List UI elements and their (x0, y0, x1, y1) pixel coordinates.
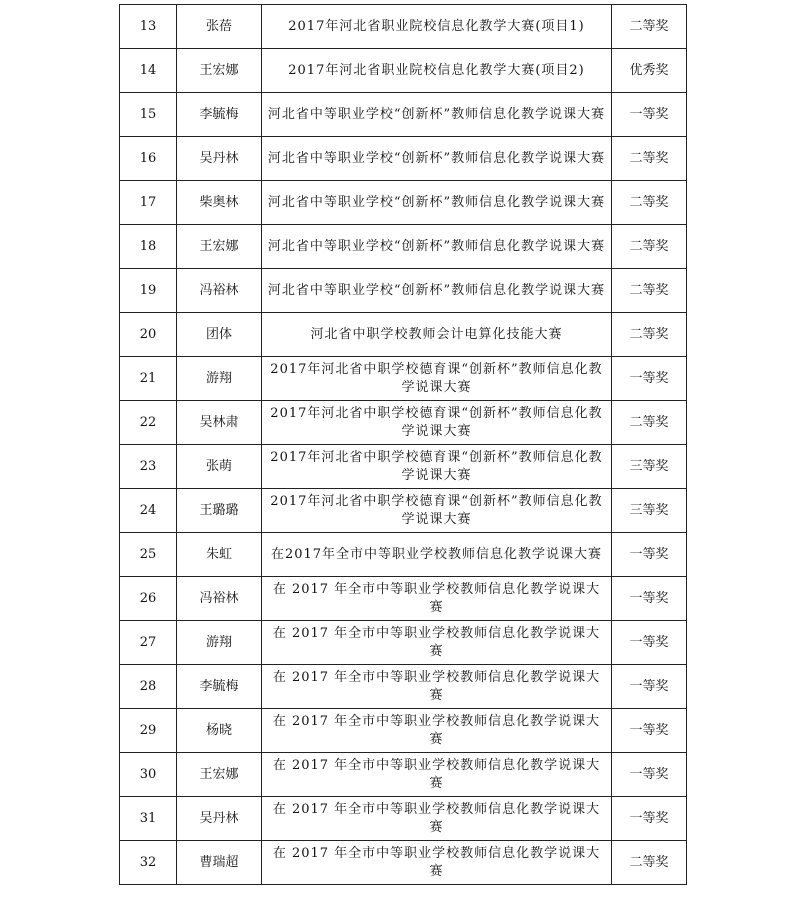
row-number: 26 (120, 577, 177, 621)
row-number: 22 (120, 401, 177, 445)
row-number: 18 (120, 225, 177, 269)
competition-name: 河北省中等职业学校“创新杯”教师信息化教学说课大赛 (262, 225, 612, 269)
competition-name: 河北省中等职业学校“创新杯”教师信息化教学说课大赛 (262, 181, 612, 225)
winner-name: 柴奥林 (177, 181, 262, 225)
award-level: 三等奖 (612, 445, 687, 489)
winner-name: 游翔 (177, 621, 262, 665)
row-number: 15 (120, 93, 177, 137)
winner-name: 游翔 (177, 357, 262, 401)
table-row (120, 665, 687, 709)
award-level: 一等奖 (612, 533, 687, 577)
competition-name: 在 2017 年全市中等职业学校教师信息化教学说课大赛 (262, 577, 612, 621)
competition-name: 河北省中职学校教师会计电算化技能大赛 (262, 313, 612, 357)
row-number: 17 (120, 181, 177, 225)
winner-name: 团体 (177, 313, 262, 357)
competition-name: 在2017年全市中等职业学校教师信息化教学说课大赛 (262, 533, 612, 577)
winner-name: 冯裕林 (177, 269, 262, 313)
competition-name: 在 2017 年全市中等职业学校教师信息化教学说课大赛 (262, 709, 612, 753)
row-number: 28 (120, 665, 177, 709)
award-level: 一等奖 (612, 709, 687, 753)
table-row (120, 401, 687, 445)
competition-name: 河北省中等职业学校“创新杯”教师信息化教学说课大赛 (262, 93, 612, 137)
table-row (120, 489, 687, 533)
award-level: 一等奖 (612, 753, 687, 797)
winner-name: 杨晓 (177, 709, 262, 753)
award-level: 二等奖 (612, 401, 687, 445)
table-row (120, 313, 687, 357)
row-number: 24 (120, 489, 177, 533)
winner-name: 吴林肃 (177, 401, 262, 445)
row-number: 16 (120, 137, 177, 181)
row-number: 21 (120, 357, 177, 401)
award-level: 二等奖 (612, 5, 687, 49)
competition-name: 河北省中等职业学校“创新杯”教师信息化教学说课大赛 (262, 137, 612, 181)
table-row (120, 445, 687, 489)
table-row (120, 225, 687, 269)
row-number: 14 (120, 49, 177, 93)
awards-table (119, 4, 687, 885)
competition-name: 在 2017 年全市中等职业学校教师信息化教学说课大赛 (262, 621, 612, 665)
award-level: 二等奖 (612, 269, 687, 313)
competition-name: 2017年河北省中职学校德育课“创新杯”教师信息化教学说课大赛 (262, 357, 612, 401)
row-number: 29 (120, 709, 177, 753)
competition-name: 在 2017 年全市中等职业学校教师信息化教学说课大赛 (262, 797, 612, 841)
winner-name: 王宏娜 (177, 225, 262, 269)
table-row (120, 841, 687, 885)
winner-name: 王璐璐 (177, 489, 262, 533)
table-row (120, 577, 687, 621)
competition-name: 2017年河北省中职学校德育课“创新杯”教师信息化教学说课大赛 (262, 489, 612, 533)
table-row (120, 533, 687, 577)
table-row (120, 181, 687, 225)
award-level: 一等奖 (612, 93, 687, 137)
winner-name: 吴丹林 (177, 797, 262, 841)
award-level: 一等奖 (612, 357, 687, 401)
award-level: 三等奖 (612, 489, 687, 533)
winner-name: 王宏娜 (177, 49, 262, 93)
winner-name: 朱虹 (177, 533, 262, 577)
row-number: 27 (120, 621, 177, 665)
winner-name: 曹瑞超 (177, 841, 262, 885)
table-row (120, 49, 687, 93)
table-row (120, 357, 687, 401)
table-row (120, 137, 687, 181)
row-number: 25 (120, 533, 177, 577)
award-level: 二等奖 (612, 313, 687, 357)
competition-name: 2017年河北省中职学校德育课“创新杯”教师信息化教学说课大赛 (262, 445, 612, 489)
competition-name: 在 2017 年全市中等职业学校教师信息化教学说课大赛 (262, 665, 612, 709)
winner-name: 李毓梅 (177, 93, 262, 137)
competition-name: 在 2017 年全市中等职业学校教师信息化教学说课大赛 (262, 841, 612, 885)
row-number: 30 (120, 753, 177, 797)
table-row (120, 753, 687, 797)
competition-name: 2017年河北省职业院校信息化教学大赛(项目2) (262, 49, 612, 93)
award-level: 一等奖 (612, 665, 687, 709)
row-number: 19 (120, 269, 177, 313)
award-level: 一等奖 (612, 621, 687, 665)
table-row (120, 93, 687, 137)
award-level: 二等奖 (612, 181, 687, 225)
row-number: 31 (120, 797, 177, 841)
award-level: 二等奖 (612, 137, 687, 181)
awards-table-body (120, 5, 687, 885)
winner-name: 李毓梅 (177, 665, 262, 709)
row-number: 32 (120, 841, 177, 885)
competition-name: 在 2017 年全市中等职业学校教师信息化教学说课大赛 (262, 753, 612, 797)
table-row (120, 269, 687, 313)
table-row (120, 5, 687, 49)
table-row (120, 709, 687, 753)
table-row (120, 621, 687, 665)
winner-name: 王宏娜 (177, 753, 262, 797)
row-number: 23 (120, 445, 177, 489)
award-level: 二等奖 (612, 225, 687, 269)
row-number: 20 (120, 313, 177, 357)
competition-name: 2017年河北省中职学校德育课“创新杯”教师信息化教学说课大赛 (262, 401, 612, 445)
winner-name: 张萌 (177, 445, 262, 489)
competition-name: 2017年河北省职业院校信息化教学大赛(项目1) (262, 5, 612, 49)
winner-name: 冯裕林 (177, 577, 262, 621)
award-level: 一等奖 (612, 577, 687, 621)
table-row (120, 797, 687, 841)
competition-name: 河北省中等职业学校“创新杯”教师信息化教学说课大赛 (262, 269, 612, 313)
award-level: 一等奖 (612, 797, 687, 841)
row-number: 13 (120, 5, 177, 49)
winner-name: 张蓓 (177, 5, 262, 49)
award-level: 二等奖 (612, 841, 687, 885)
winner-name: 吴丹林 (177, 137, 262, 181)
award-level: 优秀奖 (612, 49, 687, 93)
